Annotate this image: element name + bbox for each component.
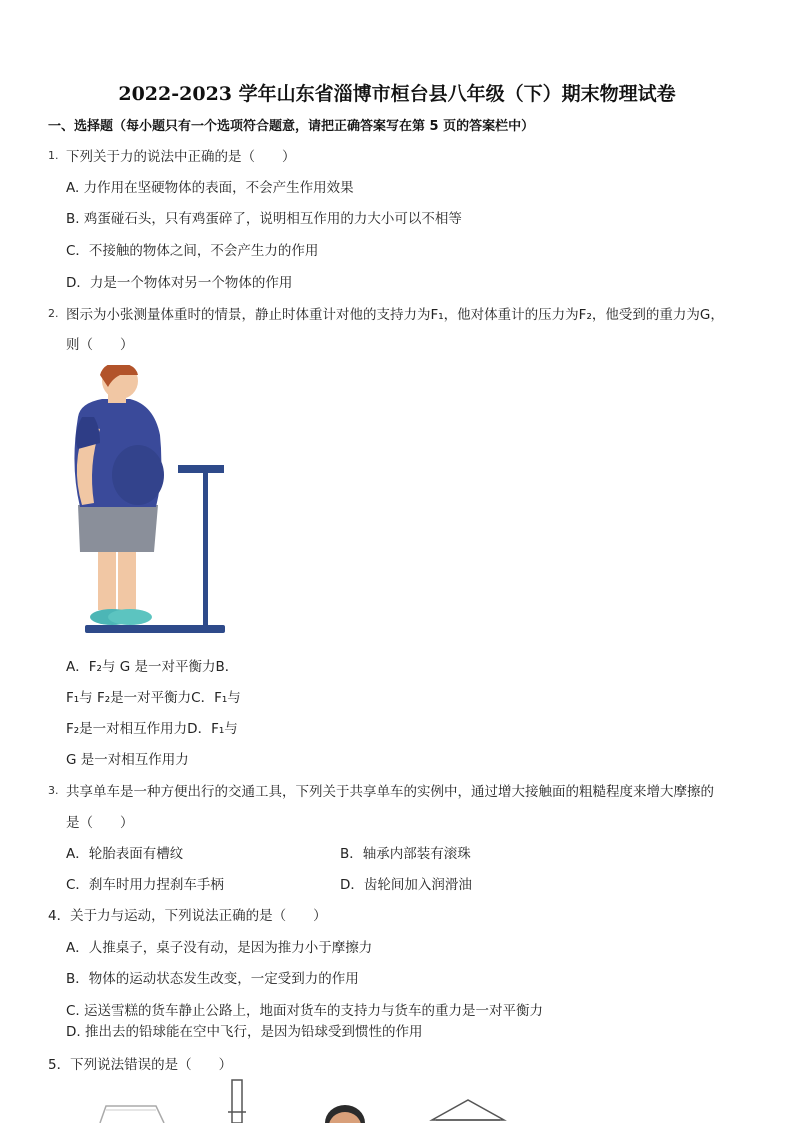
q2-stem-line2: 则（ ） xyxy=(66,337,134,353)
house-icon xyxy=(432,1100,504,1120)
vessel-icon xyxy=(100,1106,164,1123)
section-heading: 一、选择题（每小题只有一个选项符合题意，请把正确答案写在第 5 页的答案栏中） xyxy=(48,119,535,134)
q2-stem-line1: 图示为小张测量体重时的情景，静止时体重计对他的支持力为F₁，他对体重计的压力为F₂，他受到的重力为G， xyxy=(66,307,724,323)
q4-option-a: A．人推桌子，桌子没有动，是因为推力小于摩擦力 xyxy=(66,940,373,956)
q1-option-c: C．不接触的物体之间，不会产生力的作用 xyxy=(66,243,319,259)
person-head-icon xyxy=(325,1105,365,1123)
q2-options-line1: A．F₂与 G 是一对平衡力B． xyxy=(66,659,239,675)
q1-option-d: D．力是一个物体对另一个物体的作用 xyxy=(66,275,293,291)
exam-title: 2022-2023 学年山东省淄博市桓台县八年级（下）期末物理试卷 xyxy=(118,83,676,105)
q5-figures xyxy=(60,1076,540,1123)
q2-options-line2: F₁与 F₂是一对平衡力C．F₁与 xyxy=(66,690,241,706)
scale-display-icon xyxy=(178,465,224,473)
q3-option-a: A．轮胎表面有槽纹 xyxy=(66,846,184,862)
q1-option-a: A. 力作用在坚硬物体的表面，不会产生作用效果 xyxy=(66,180,354,196)
q4-stem: 4．关于力与运动，下列说法正确的是（ ） xyxy=(48,908,327,924)
q4-option-b: B．物体的运动状态发生改变，一定受到力的作用 xyxy=(66,971,359,987)
q3-stem-line1: 共享单车是一种方便出行的交通工具，下列关于共享单车的实例中，通过增大接触面的粗糙程度来增大摩擦的 xyxy=(66,784,714,800)
tube-icon xyxy=(228,1080,246,1123)
scale-platform-icon xyxy=(85,625,225,633)
q3-option-b: B．轴承内部装有滚珠 xyxy=(340,846,471,862)
q2-number: 2. xyxy=(48,307,59,320)
person-on-scale-figure xyxy=(60,365,240,640)
q3-option-d: D．齿轮间加入润滑油 xyxy=(340,877,472,893)
q3-option-c: C．刹车时用力捏刹车手柄 xyxy=(66,877,224,893)
q1-stem: 下列关于力的说法中正确的是（ ） xyxy=(66,149,296,165)
q3-stem-line2: 是（ ） xyxy=(66,815,134,831)
q3-number: 3. xyxy=(48,784,59,797)
q1-option-b: B. 鸡蛋碰石头，只有鸡蛋碎了，说明相互作用的力大小可以不相等 xyxy=(66,211,462,227)
q4-option-d: D. 推出去的铅球能在空中飞行，是因为铅球受到惯性的作用 xyxy=(66,1024,423,1040)
q1-number: 1. xyxy=(48,149,59,162)
q4-option-c: C. 运送雪糕的货车静止公路上，地面对货车的支持力与货车的重力是一对平衡力 xyxy=(66,1003,544,1019)
q2-options-line3: F₂是一对相互作用力D．F₁与 xyxy=(66,721,238,737)
q2-options-line4: G 是一对相互作用力 xyxy=(66,752,189,768)
q5-stem: 5．下列说法错误的是（ ） xyxy=(48,1057,233,1073)
